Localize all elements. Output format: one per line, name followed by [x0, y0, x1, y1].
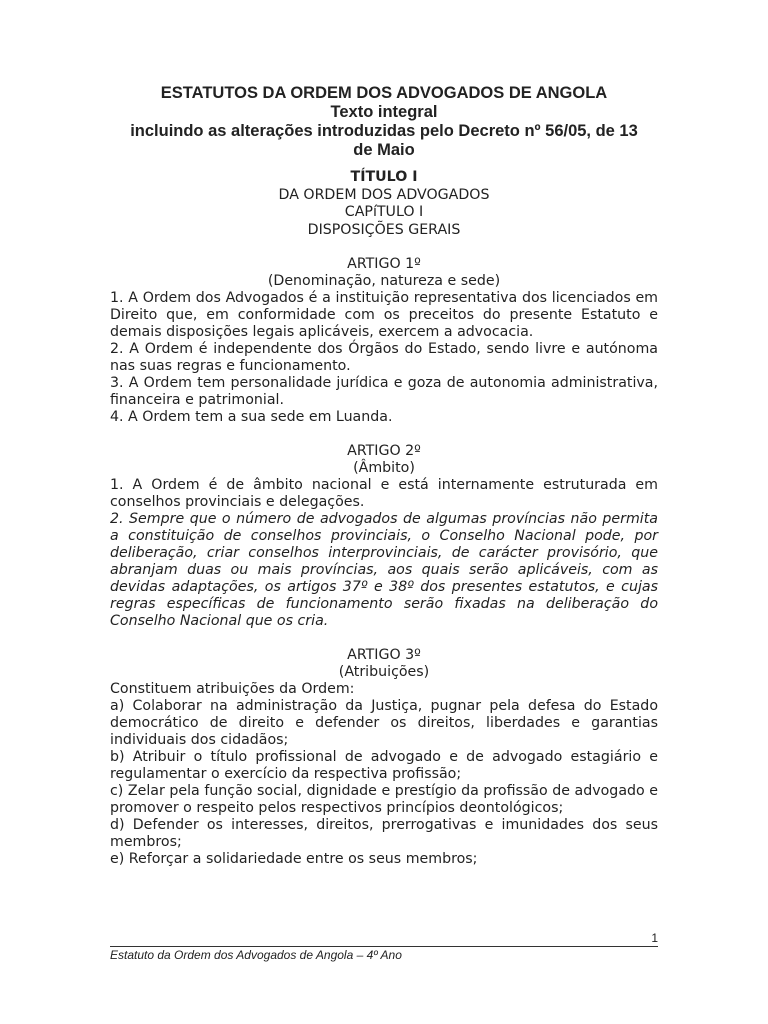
artigo-2-paragraph-italic: 2. Sempre que o número de advogados de algumas províncias não permita a constituição de conselhos provinciais, o Conselho Nacional pode, por deliberação, criar conselhos interprovinciais, de carácter provisório, que abranjam duas ou mais províncias, aos quais serão aplicáveis, com as devidas adaptações, os artigos 37º e 38º dos presentes estatutos, e cujas regras específicas de funcionamento serão fixadas na deliberação do Conselho Nacional que os cria.	[110, 511, 658, 629]
artigo-3-paragraph: d) Defender os interesses, direitos, prerrogativas e imunidades dos seus membros;	[110, 817, 658, 850]
artigo-3-paragraph: e) Reforçar a solidariedade entre os seus membros;	[110, 851, 478, 867]
artigo-2-paragraph: 1. A Ordem é de âmbito nacional e está internamente estruturada em conselhos provinciais e delegações.	[110, 477, 658, 510]
artigo-3-paragraph: Constituem atribuições da Ordem:	[110, 681, 355, 697]
title-line-4: de Maio	[353, 141, 415, 159]
title-line-3: incluindo as alterações introduzidas pelo Decreto nº 56/05, de 13	[130, 122, 638, 140]
artigo-2	[110, 443, 658, 630]
artigo-2-subtitle: (Âmbito)	[353, 460, 415, 476]
chapter-name: DISPOSIÇÕES GERAIS	[307, 221, 461, 238]
artigo-2-heading: ARTIGO 2º	[347, 443, 421, 459]
artigo-3-subtitle: (Atribuições)	[338, 664, 430, 680]
footer-divider	[110, 946, 658, 947]
artigo-1-paragraph: 4. A Ordem tem a sua sede em Luanda.	[110, 409, 393, 425]
artigo-3-paragraph: b) Atribuir o título profissional de advogado e de advogado estagiário e regulamentar o exercício da respectiva profissão;	[110, 749, 658, 782]
artigo-3-heading: ARTIGO 3º	[347, 647, 421, 663]
titulo-title: TÍTULO I	[350, 169, 418, 185]
document-page	[110, 84, 658, 868]
artigo-1-paragraph: 2. A Ordem é independente dos Órgãos do Estado, sendo livre e autónoma nas suas regras e funcionamento.	[110, 341, 658, 374]
artigo-1-subtitle: (Denominação, natureza e sede)	[267, 273, 501, 289]
titulo-name: DA ORDEM DOS ADVOGADOS	[278, 186, 490, 203]
chapter-title: CAPíTULO I	[344, 204, 424, 220]
title-line-2: Texto integral	[330, 103, 438, 121]
artigo-1-paragraph: 3. A Ordem tem personalidade jurídica e goza de autonomia administrativa, financeira e patrimonial.	[110, 375, 658, 408]
artigo-3	[110, 647, 658, 868]
artigo-1-paragraph: 1. A Ordem dos Advogados é a instituição representativa dos licenciados em Direito que, em conformidade com os preceitos do presente Estatuto e demais disposições legais aplicáveis, exercem a advocacia.	[110, 290, 658, 340]
titulo-heading	[110, 169, 658, 239]
artigo-1-heading: ARTIGO 1º	[347, 256, 421, 272]
title-line-1: ESTATUTOS DA ORDEM DOS ADVOGADOS DE ANGOLA	[160, 84, 608, 102]
document-title	[100, 84, 668, 160]
page-number: 1	[651, 931, 658, 945]
artigo-1	[110, 256, 658, 426]
artigo-3-paragraph: c) Zelar pela função social, dignidade e prestígio da profissão de advogado e promover o respeito pelos respectivos princípios deontológicos;	[110, 783, 658, 816]
artigo-3-paragraph: a) Colaborar na administração da Justiça, pugnar pela defesa do Estado democrático de direito e defender os direitos, liberdades e garantias individuais dos cidadãos;	[110, 698, 658, 748]
footer-text: Estatuto da Ordem dos Advogados de Angola – 4º Ano	[110, 948, 402, 962]
